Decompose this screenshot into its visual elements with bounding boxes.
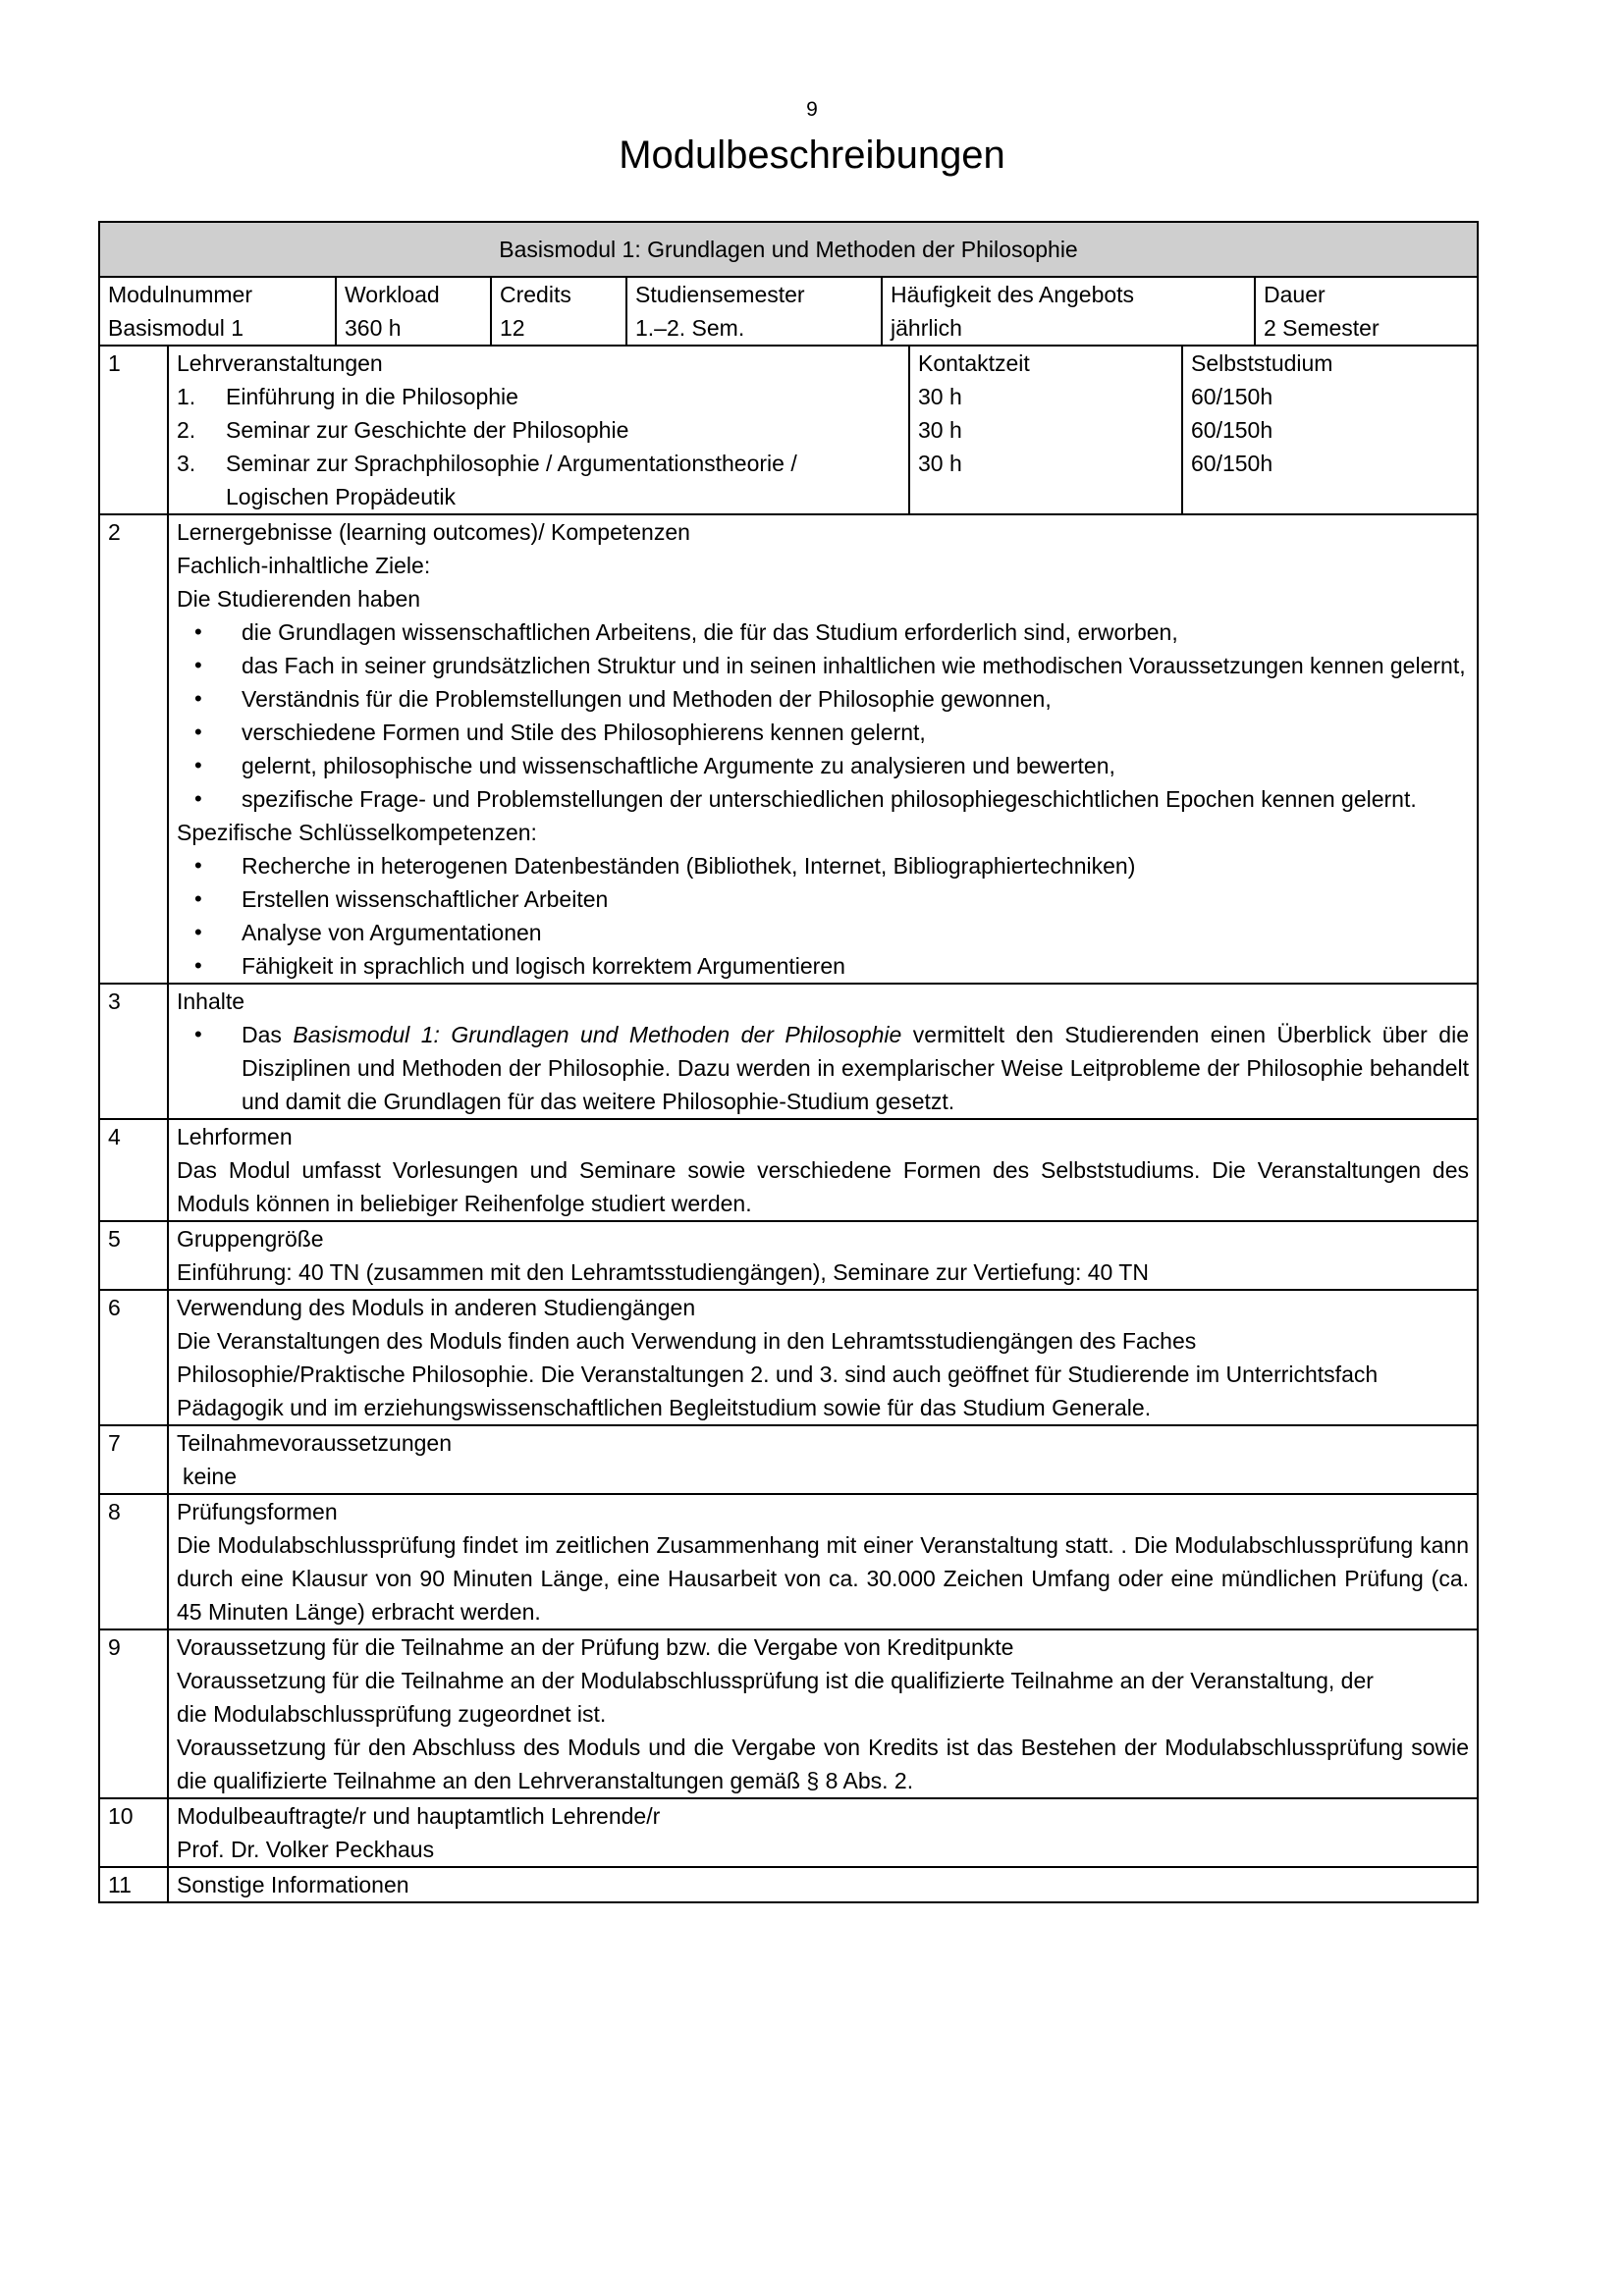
page-number: 9 xyxy=(806,98,818,121)
list-item: • Recherche in heterogenen Datenbeständen (Bibliothek, Internet, Bibliographiertechniken) xyxy=(177,849,1469,882)
content-list xyxy=(177,1018,1469,1118)
self-study-value: 60/150h xyxy=(1191,417,1273,443)
section-title: Lernergebnisse (learning outcomes)/ Kompetenzen xyxy=(177,519,690,545)
section-title: Inhalte xyxy=(177,988,245,1014)
section-text: Das Modul umfasst Vorlesungen und Seminare sowie verschiedene Formen des Selbststudiums. Die Veranstaltungen des Moduls können in beliebiger Reihenfolge studiert werden. xyxy=(177,1157,1470,1216)
contact-time-header: Kontaktzeit xyxy=(918,350,1030,376)
list-item: • gelernt, philosophische und wissenschaftliche Argumente zu analysieren und bewerten, xyxy=(177,749,1469,782)
meta-value-duration: 2 Semester xyxy=(1255,311,1477,345)
section-11-row xyxy=(99,1867,1478,1902)
section-text-line: Die Veranstaltungen des Moduls finden auch Verwendung in den Lehramtsstudiengängen des Faches xyxy=(177,1328,1197,1354)
section-text: Voraussetzung für den Abschluss des Moduls und die Vergabe von Kredits ist das Bestehen der Modulabschlussprüfung sowie die qualifizierte Teilnahme an den Lehrveranstaltungen gemäß § 8 Abs. 2. xyxy=(177,1735,1470,1793)
section-title: Teilnahmevoraussetzungen xyxy=(177,1430,453,1456)
section-7-row xyxy=(99,1425,1478,1494)
section-title: Gruppengröße xyxy=(177,1226,324,1252)
list-item: • Verständnis für die Problemstellungen und Methoden der Philosophie gewonnen, xyxy=(177,682,1469,716)
meta-value-frequency: jährlich xyxy=(882,311,1255,345)
course-list xyxy=(177,380,908,513)
section-number: 8 xyxy=(99,1494,168,1629)
meta-header-workload: Workload xyxy=(336,278,491,311)
section-text: Die Modulabschlussprüfung findet im zeitlichen Zusammenhang mit einer Veranstaltung statt. . Die Modulabschlussprüfung kann durch eine Klausur von 90 Minuten Länge, eine Hausarbeit von ca. 30.000 Zeichen Umfang oder eine mündlichen Prüfung (ca. 45 Minuten Länge) erbracht werden. xyxy=(177,1532,1470,1625)
self-study-value: 60/150h xyxy=(1191,384,1273,409)
section-number: 5 xyxy=(99,1221,168,1290)
module-name: Basismodul 1: Grundlagen und Methoden der Philosophie xyxy=(99,222,1478,277)
subheading: Spezifische Schlüsselkompetenzen: xyxy=(177,820,537,845)
list-item: • verschiedene Formen und Stile des Philosophierens kennen gelernt, xyxy=(177,716,1469,749)
section-8-row xyxy=(99,1494,1478,1629)
section-3-row xyxy=(99,984,1478,1119)
list-item: • das Fach in seiner grundsätzlichen Struktur und in seinen inhaltlichen wie methodischen Voraussetzungen kennen gelernt, xyxy=(177,649,1469,682)
module-header-row xyxy=(99,222,1478,277)
skills-list xyxy=(177,849,1469,983)
meta-value-semester: 1.–2. Sem. xyxy=(626,311,882,345)
list-item: 1. Einführung in die Philosophie xyxy=(177,384,518,409)
section-number: 11 xyxy=(99,1867,168,1902)
meta-header-modulnummer: Modulnummer xyxy=(108,282,252,307)
intro-text: Die Studierenden haben xyxy=(177,586,421,612)
section-text-line: Pädagogik und im erziehungswissenschaftlichen Begleitstudium sowie für das Studium Generale. xyxy=(177,1395,1152,1420)
section-text-line: Voraussetzung für die Teilnahme an der Modulabschlussprüfung ist die qualifizierte Teilnahme an der Veranstaltung, der xyxy=(177,1668,1374,1693)
contact-time-value: 30 h xyxy=(918,384,962,409)
module-name-emphasis: Basismodul 1: Grundlagen und Methoden der Philosophie xyxy=(293,1022,902,1047)
meta-header-duration: Dauer xyxy=(1255,278,1477,311)
list-item: • Erstellen wissenschaftlicher Arbeiten xyxy=(177,882,1469,916)
section-number: 3 xyxy=(99,984,168,1119)
section-title: Lehrformen xyxy=(177,1124,293,1149)
list-item: • spezifische Frage- und Problemstellungen der unterschiedlichen philosophiegeschichtlichen Epochen kennen gelernt. xyxy=(177,782,1469,816)
contact-time-value: 30 h xyxy=(918,451,962,476)
meta-header-semester: Studiensemester xyxy=(626,278,882,311)
section-5-row xyxy=(99,1221,1478,1290)
section-title: Prüfungsformen xyxy=(177,1499,338,1524)
module-meta-table xyxy=(100,278,1477,345)
section-4-row xyxy=(99,1119,1478,1221)
section-title: Modulbeauftragte/r und hauptamtlich Lehrende/r xyxy=(177,1803,661,1829)
section-number: 6 xyxy=(99,1290,168,1425)
section-title: Verwendung des Moduls in anderen Studiengängen xyxy=(177,1295,696,1320)
page-title: Modulbeschreibungen xyxy=(619,133,1005,177)
module-description-table xyxy=(98,221,1479,1903)
section-title: Lehrveranstaltungen xyxy=(177,350,383,376)
section-number: 7 xyxy=(99,1425,168,1494)
meta-header-frequency: Häufigkeit des Angebots xyxy=(882,278,1255,311)
list-item: • die Grundlagen wissenschaftlichen Arbeitens, die für das Studium erforderlich sind, erworben, xyxy=(177,615,1469,649)
self-study-header: Selbststudium xyxy=(1191,350,1333,376)
section-number: 2 xyxy=(99,514,168,984)
meta-value-credits: 12 xyxy=(491,311,626,345)
contact-time-value: 30 h xyxy=(918,417,962,443)
meta-header-credits: Credits xyxy=(491,278,626,311)
section-text-line: Philosophie/Praktische Philosophie. Die Veranstaltungen 2. und 3. sind auch geöffnet für Studierende im Unterrichtsfach xyxy=(177,1362,1379,1387)
section-number: 1 xyxy=(99,346,168,514)
section-number: 10 xyxy=(99,1798,168,1867)
meta-value-workload: 360 h xyxy=(336,311,491,345)
module-meta-row xyxy=(99,277,1478,346)
section-9-row xyxy=(99,1629,1478,1798)
section-number: 4 xyxy=(99,1119,168,1221)
section-text: keine xyxy=(183,1464,237,1489)
section-text: Prof. Dr. Volker Peckhaus xyxy=(177,1837,435,1862)
list-item: • Fähigkeit in sprachlich und logisch korrektem Argumentieren xyxy=(177,949,1469,983)
list-item: • Analyse von Argumentationen xyxy=(177,916,1469,949)
section-2-row xyxy=(99,514,1478,984)
list-item: 2. Seminar zur Geschichte der Philosophie xyxy=(177,417,629,443)
section-10-row xyxy=(99,1798,1478,1867)
meta-value-modulnummer: Basismodul 1 xyxy=(108,315,244,341)
self-study-value: 60/150h xyxy=(1191,451,1273,476)
list-item: 3. Seminar zur Sprachphilosophie / Argumentationstheorie / Logischen Propädeutik xyxy=(177,451,797,509)
section-text-line: die Modulabschlussprüfung zugeordnet ist. xyxy=(177,1701,607,1727)
section-title: Voraussetzung für die Teilnahme an der Prüfung bzw. die Vergabe von Kreditpunkte xyxy=(177,1634,1014,1660)
list-item: • Das Basismodul 1: Grundlagen und Methoden der Philosophie vermittelt den Studierenden einen Überblick über die Disziplinen und Methoden der Philosophie. Dazu werden in exemplarischer Weise Leitprobleme der Philosophie behandelt und damit die Grundlagen für das weitere Philosophie-Studium gesetzt. xyxy=(177,1018,1469,1118)
section-1-row xyxy=(99,346,1478,514)
section-text: Einführung: 40 TN (zusammen mit den Lehramtsstudiengängen), Seminare zur Vertiefung: 40 TN xyxy=(177,1259,1149,1285)
subheading: Fachlich-inhaltliche Ziele: xyxy=(177,553,431,578)
goals-list xyxy=(177,615,1469,816)
section-number: 9 xyxy=(99,1629,168,1798)
section-title: Sonstige Informationen xyxy=(177,1872,409,1897)
section-6-row xyxy=(99,1290,1478,1425)
